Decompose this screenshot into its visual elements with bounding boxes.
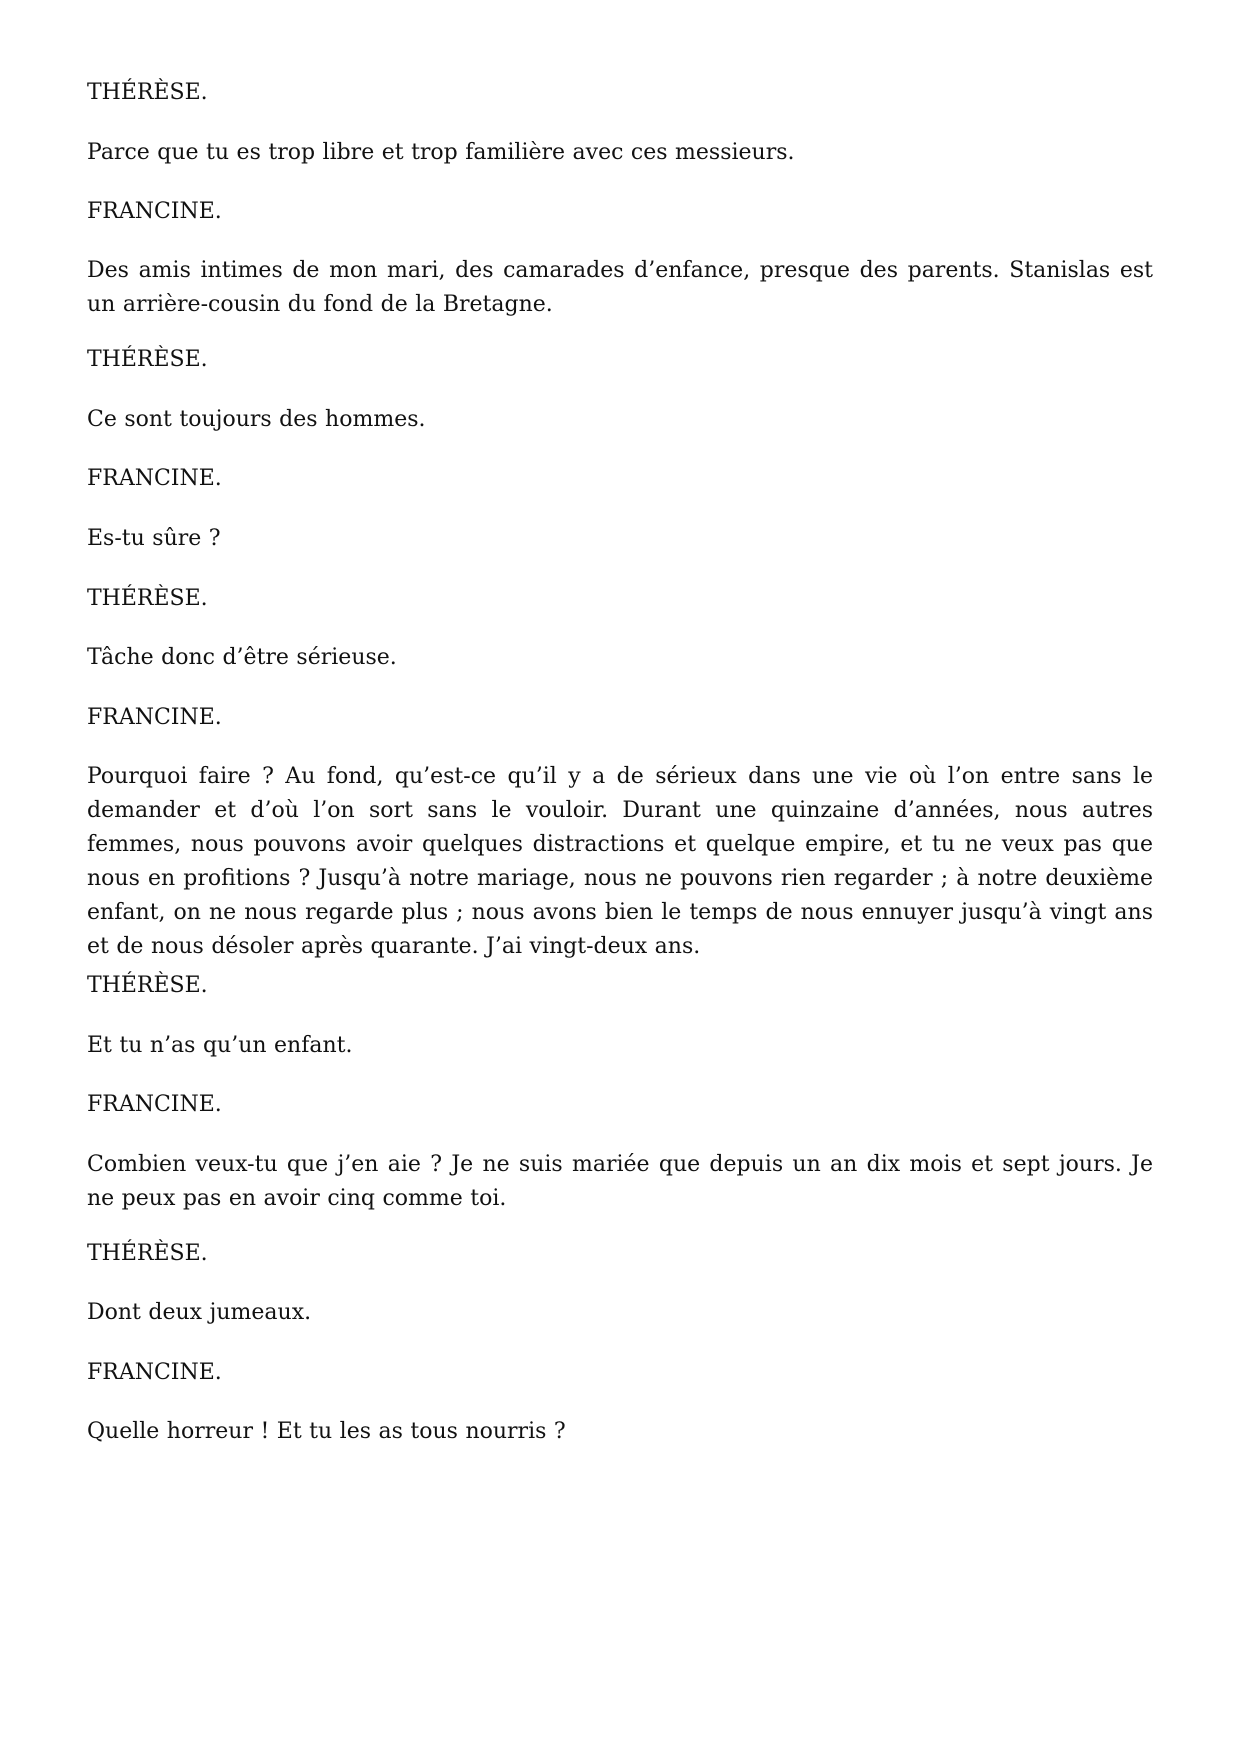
speaker-francine: FRANCINE.: [87, 705, 222, 730]
speaker-therese: THÉRÈSE.: [87, 973, 208, 998]
speaker-therese: THÉRÈSE.: [87, 586, 208, 611]
speaker-francine: FRANCINE.: [87, 466, 222, 491]
dialogue-line: Quelle horreur ! Et tu les as tous nourris ?: [87, 1419, 566, 1444]
dialogue-line: Dont deux jumeaux.: [87, 1300, 312, 1325]
speaker-francine: FRANCINE.: [87, 199, 222, 224]
dialogue-line: Ce sont toujours des hommes.: [87, 407, 426, 432]
speaker-therese: THÉRÈSE.: [87, 1241, 208, 1266]
speaker-therese: THÉRÈSE.: [87, 347, 208, 372]
speaker-therese: THÉRÈSE.: [87, 80, 208, 105]
speaker-francine: FRANCINE.: [87, 1360, 222, 1385]
dialogue-line: Tâche donc d’être sérieuse.: [87, 645, 397, 670]
dialogue-line: Parce que tu es trop libre et trop familière avec ces messieurs.: [87, 140, 795, 165]
dialogue-line: Combien veux-tu que j’en aie ? Je ne suis mariée que depuis un an dix mois et sept jours. Je ne peux pas en avoir cinq comme toi.: [87, 1152, 1153, 1211]
dialogue-line: Es-tu sûre ?: [87, 526, 221, 551]
dialogue-line: Des amis intimes de mon mari, des camarades d’enfance, presque des parents. Stanislas est un arrière-cousin du fond de la Bretagne.: [87, 258, 1153, 317]
dialogue-line: Pourquoi faire ? Au fond, qu’est-ce qu’il y a de sérieux dans une vie où l’on entre sans le demander et d’où l’on sort sans le vouloir. Durant une quinzaine d’années, nous autres femmes, nous pouvons avoir quelques distractions et quelque empire, et tu ne veux pas que nous en profitions ? Jusqu’à notre mariage, nous ne pouvons rien regarder ; à notre deuxième enfant, on ne nous regarde plus ; nous avons bien le temps de nous ennuyer jusqu’à vingt ans et de nous désoler après quarante. J’ai vingt-deux ans.: [87, 764, 1153, 959]
speaker-francine: FRANCINE.: [87, 1092, 222, 1117]
dialogue-line: Et tu n’as qu’un enfant.: [87, 1033, 353, 1058]
